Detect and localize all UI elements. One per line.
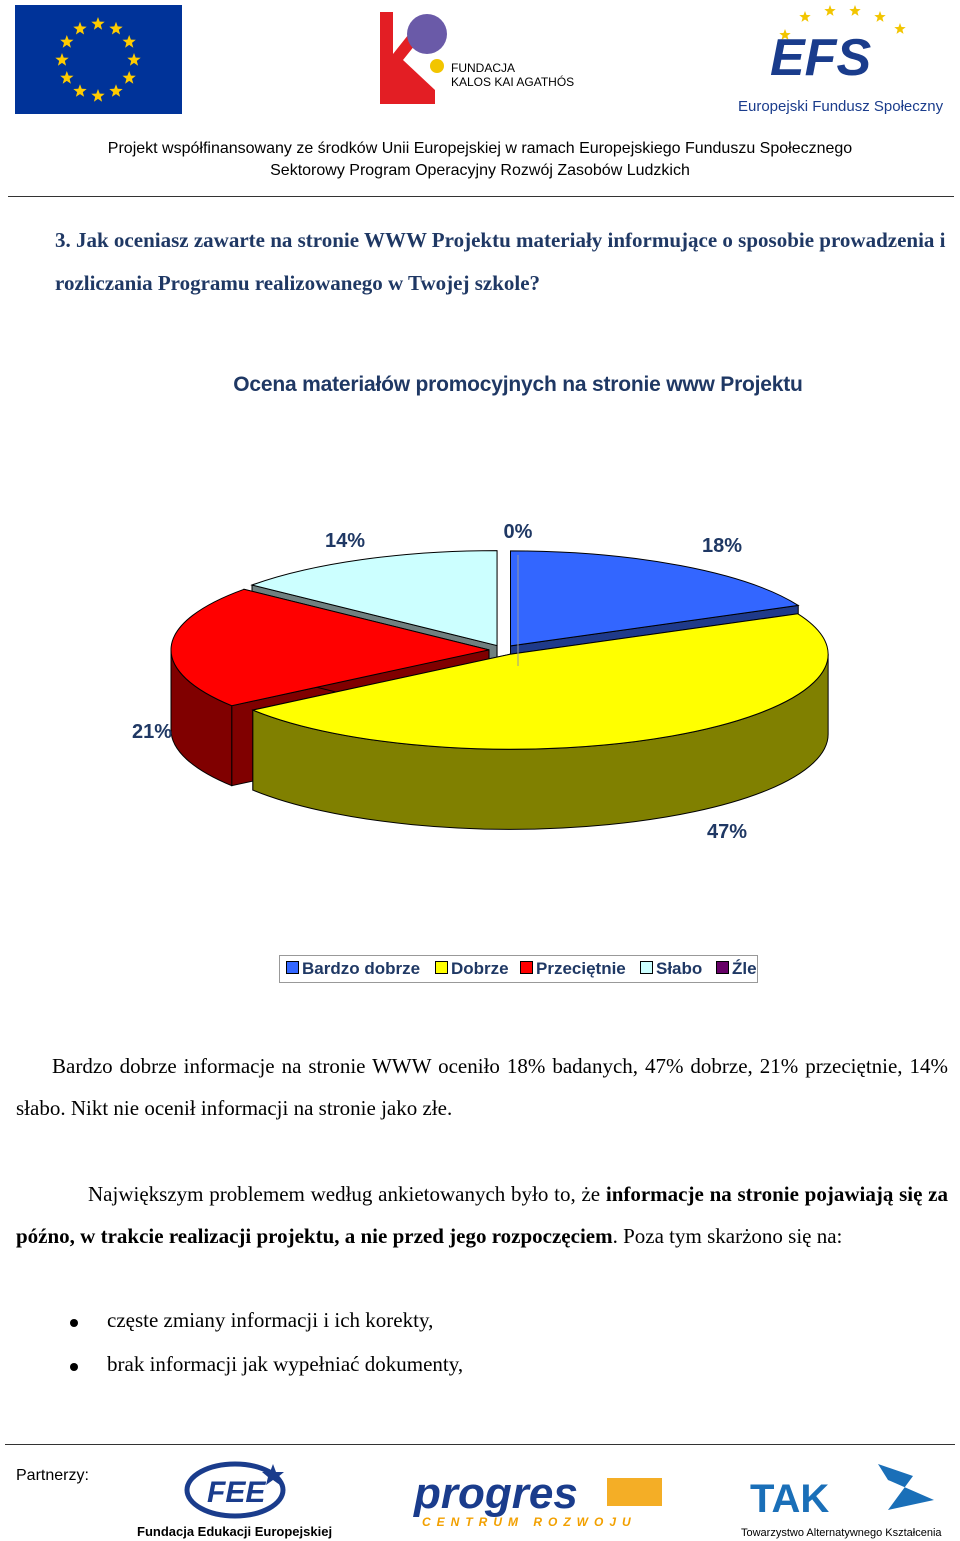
tak-logo xyxy=(738,1458,948,1540)
problem-paragraph xyxy=(16,1173,948,1257)
legend-label: Słabo xyxy=(656,959,703,978)
pie-label: 18% xyxy=(701,535,743,557)
pie-label: 0% xyxy=(503,521,533,543)
tak-mark: TAK xyxy=(750,1477,830,1521)
legend-item xyxy=(286,959,420,979)
legend-label: Przeciętnie xyxy=(536,959,626,978)
kalos-line2: KALOS KAI AGATHÓS xyxy=(451,75,575,89)
header-cofinancing-line: Projekt współfinansowany ze środków Unii Europejskiej w ramach Europejskiego Funduszu Społecznego xyxy=(107,140,853,157)
partners-label: Partnerzy: xyxy=(16,1467,89,1484)
chart-title: Ocena materiałów promocyjnych na stronie www Projektu xyxy=(233,373,803,396)
legend-label: Źle xyxy=(732,959,757,978)
pie-label: 14% xyxy=(324,530,366,552)
legend-item xyxy=(716,959,757,979)
problem-intro: Największym problemem według ankietowanych było to, że xyxy=(88,1182,606,1206)
chart-legend xyxy=(279,955,758,983)
fee-name: Fundacja Edukacji Europejskiej xyxy=(137,1524,333,1539)
problem-highlight: informacje na stronie pojawiają się za późno, w trakcie realizacji projektu, a nie przed jego rozpoczęciem xyxy=(16,1182,948,1248)
progres-logo xyxy=(412,1470,682,1530)
bullet-icon xyxy=(70,1319,78,1327)
bullet-text: brak informacji jak wypełniać dokumenty, xyxy=(107,1352,464,1376)
legend-swatch xyxy=(520,961,533,974)
fee-logo xyxy=(135,1458,345,1540)
legend-swatch xyxy=(640,961,653,974)
tak-name: Towarzystwo Alternatywnego Kształcenia xyxy=(741,1527,942,1539)
question-heading: 3. Jak oceniasz zawarte na stronie WWW Projektu materiały informujące o sposobie prowadzenia i rozliczania Programu realizowanego w Twojej szkole? xyxy=(55,228,946,295)
legend-label: Dobrze xyxy=(451,959,509,978)
header-program-line: Sektorowy Program Operacyjny Rozwój Zasobów Ludzkich xyxy=(270,162,690,179)
legend-item xyxy=(640,959,702,979)
legend-swatch xyxy=(286,961,299,974)
legend-swatch xyxy=(435,961,448,974)
legend-item xyxy=(435,959,509,979)
problem-outro: . Poza tym skarżono się na: xyxy=(612,1224,843,1248)
efs-mark: EFS xyxy=(770,29,872,87)
progres-mark: progres xyxy=(414,1470,578,1518)
fee-mark: FEE xyxy=(207,1476,266,1509)
legend-swatch xyxy=(716,961,729,974)
legend-label: Bardzo dobrze xyxy=(302,959,421,978)
bullet-icon xyxy=(70,1363,78,1371)
pie-label: 21% xyxy=(131,721,173,743)
pie-label: 47% xyxy=(706,821,748,843)
kalos-line1: FUNDACJA xyxy=(451,61,516,75)
efs-name: Europejski Fundusz Społeczny xyxy=(738,98,944,115)
footer-divider xyxy=(5,1444,955,1445)
summary-paragraph: Bardzo dobrze informacje na stronie WWW oceniło 18% badanych, 47% dobrze, 21% przeciętnie, 14% słabo. Nikt nie ocenił informacji na stronie jako złe. xyxy=(16,1054,948,1120)
legend-item xyxy=(520,959,626,979)
progres-sub: CENTRUM ROZWOJU xyxy=(422,1515,637,1529)
bullet-text: częste zmiany informacji i ich korekty, xyxy=(107,1308,434,1332)
